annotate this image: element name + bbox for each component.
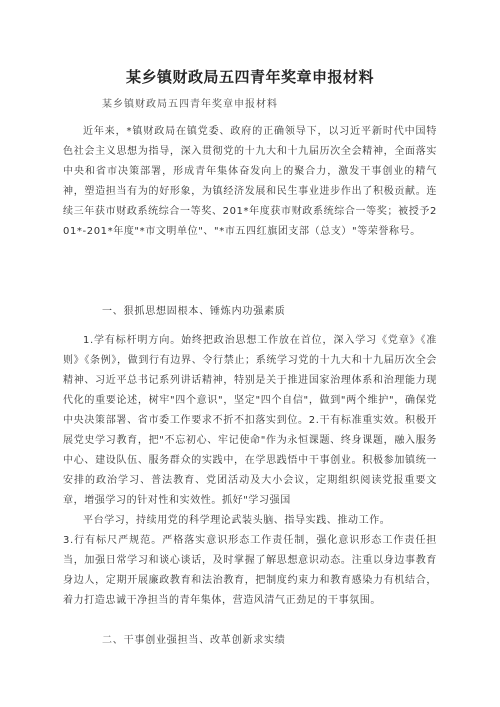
document-title: 某乡镇财政局五四青年奖章申报材料 [125, 68, 374, 86]
section-1-paragraph-2: 平台学习，持续用党的科学理论武装头脑、指导实践、推动工作。 [83, 515, 391, 526]
section-heading-2: 二、干事创业强担当、改革创新求实绩 [102, 635, 286, 646]
intro-paragraph [63, 122, 437, 242]
section-heading-1: 一、狠抓思想固根本、锤炼内功强素质 [102, 306, 286, 317]
document-subtitle: 某乡镇财政局五四青年奖章申报材料 [102, 99, 278, 110]
section-1-paragraph-3: 3.行有标尺严规范。严格落实意识形态工作责任制，强化意识形态工作责任担当，加强日常学习和谈心谈话，及时掌握了解思想意识动态。注重以身边事教育身边人，定期开展廉政教育和法治教育，把制度约束力和教育感染力有机结合，着力打造忠诚干净担当的青年集体，营造风清气正劲足的干事氛围。 [63, 535, 437, 606]
intro-text: 近年来，*镇财政局在镇党委、政府的正确领导下，以习近平新时代中国特色社会主义思想为指导，深入贯彻党的十九大和十九届历次全会精神，全面落实中央和省市决策部署，形成青年集体奋发向上的聚合力，激发干事创业的精气神，塑造担当有为的好形象，为镇经济发展和民生事业进步作出了积极贡献。连续三年获市财政系统综合一等奖、201*年度获市财政系统综合一等奖；被授予201*-201*年度"*市文明单位"、"*市五四红旗团支部（总支）"等荣誉称号。 [63, 126, 437, 237]
section-1-body [63, 331, 437, 611]
section-1-paragraph-1: 1.学有标杆明方向。始终把政治思想工作放在首位，深入学习《党章》《准则》《条例》，做到行有边界、令行禁止；系统学习党的十九大和十九届历次全会精神、习近平总书记系列讲话精神，特别是关于推进国家治理体系和治理能力现代化的重要论述，树牢"四个意识"，坚定"四个自信"，做到"两个维护"，确保党中央决策部署、省市委工作要求不折不扣落实到位。2.干有标准重实效。积极开展党史学习教育，把"不忘初心、牢记使命"作为永恒课题、终身课题，融入服务中心、建设队伍、服务群众的实践中，在学思践悟中干事创业。积极参加镇统一安排的政治学习、普法教育、党团活动及大小会议，定期组织阅读党报重要文章，增强学习的针对性和实效性。抓好"学习强国 [63, 335, 437, 506]
